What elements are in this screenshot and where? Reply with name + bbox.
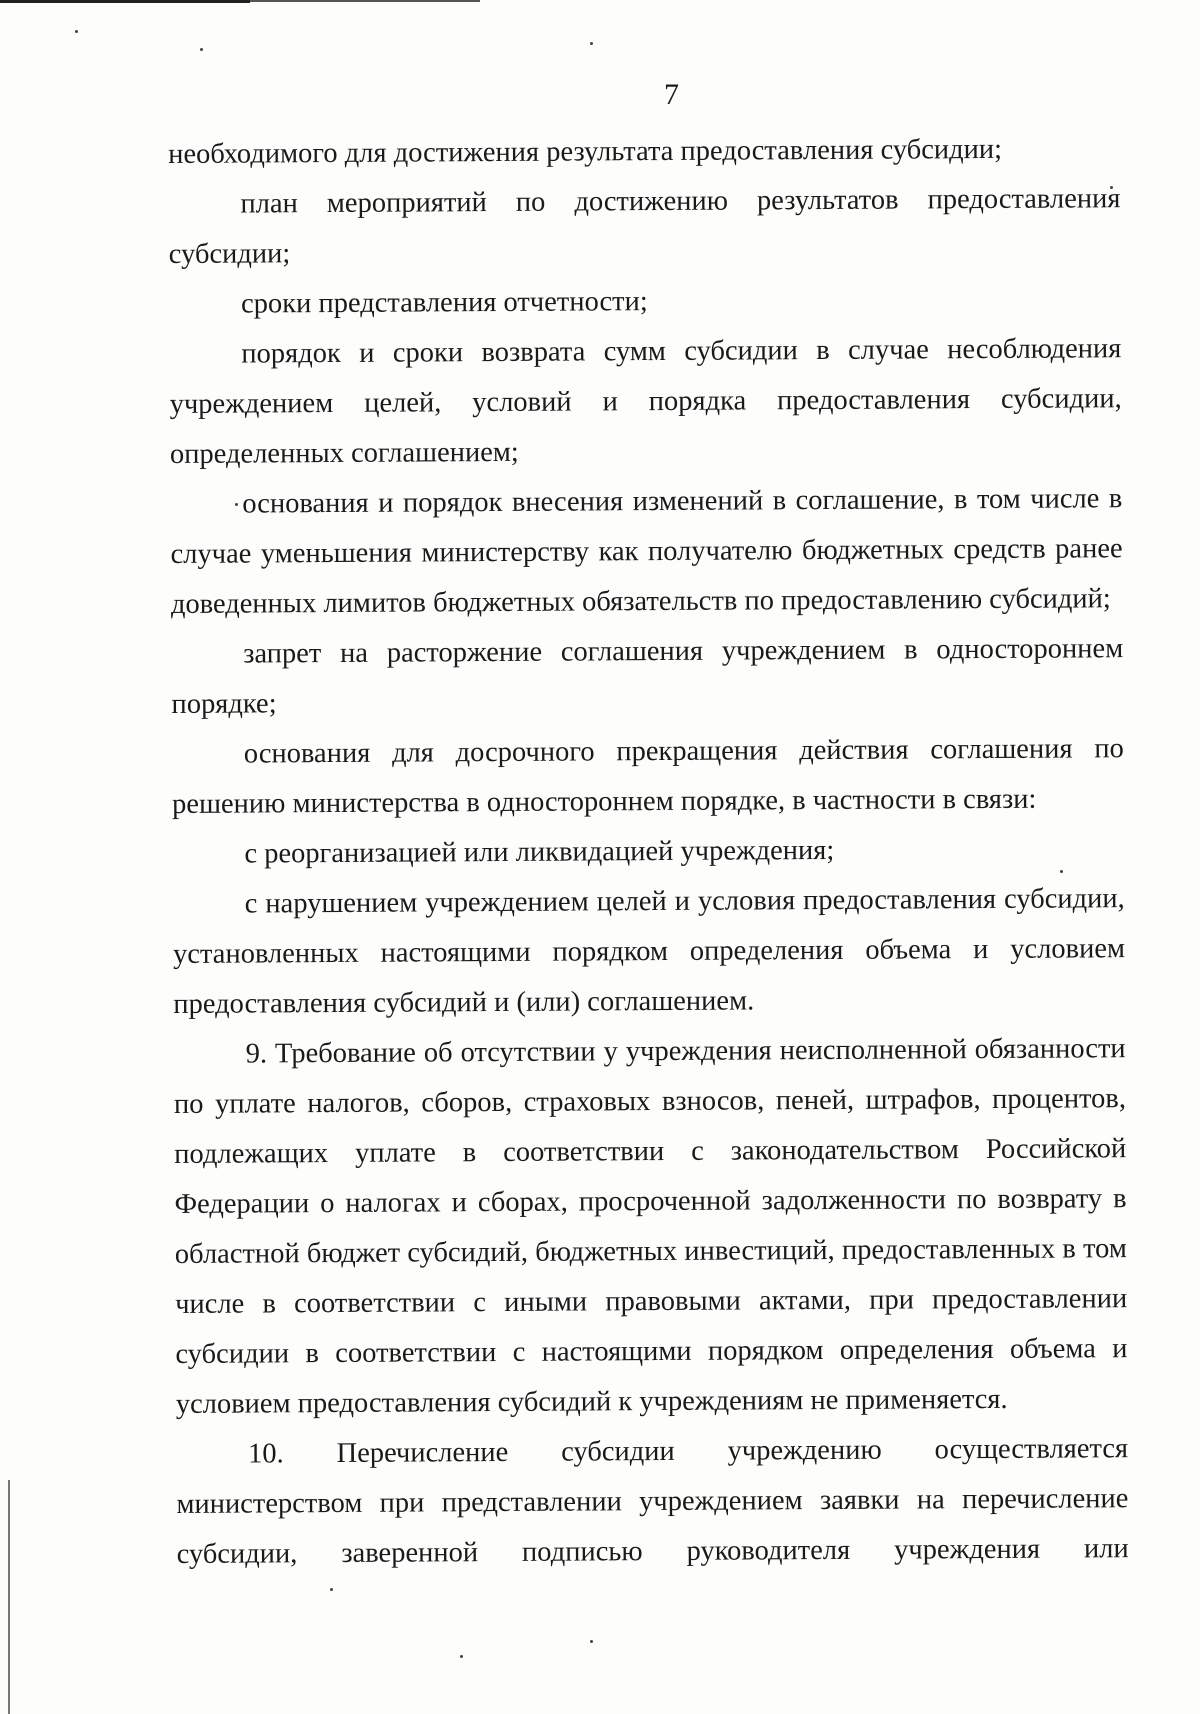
paragraph: сроки представления отчетности;	[240, 286, 648, 320]
page-number: 7	[664, 78, 679, 111]
scan-border-line	[250, 0, 480, 2]
paragraph: с нарушением учреждением целей и условия предоставления субсидии, установленных настоящими порядком определения объема и условием предоставления субсидий и (или) соглашением.	[172, 883, 1126, 1020]
scan-border-line	[0, 0, 250, 3]
scan-speck	[590, 1640, 593, 1643]
paragraph: необходимого для достижения результата предоставления субсидии;	[168, 133, 1003, 170]
scan-speck	[75, 30, 78, 33]
scan-speck	[330, 1588, 333, 1591]
paragraph: основания для досрочного прекращения действия соглашения по решению министерства в одностороннем порядке, в частности в связи:	[172, 733, 1124, 820]
paragraph: план мероприятий по достижению результатов предоставления субсидии;	[168, 183, 1121, 270]
scan-speck	[590, 42, 593, 45]
paragraph: с реорганизацией или ликвидацией учреждения;	[244, 834, 835, 870]
paragraph: основания и порядок внесения изменений в соглашение, в том числе в случае уменьшения министерству как получателю бюджетных средств ранее доведенных лимитов бюджетных обязательств по предоставлению субсидий;	[170, 483, 1123, 620]
document-body	[168, 124, 1129, 1580]
scan-speck	[200, 48, 203, 51]
paragraph: 9. Требование об отсутствии у учреждения неисполненной обязанности по уплате налогов, сборов, страховых взносов, пеней, штрафов, процентов, подлежащих уплате в соответствии с законодательством Российской Федерации о налогах и сборах, просроченной задолженности по возврату в областной бюджет субсидий, бюджетных инвестиций, предоставленных в том числе в соответствии с иными правовыми актами, при предоставлении субсидии в соответствии с настоящими порядком определения объема и условием предоставления субсидий к учреждениям не применяется.	[173, 1033, 1128, 1420]
scan-border-line	[8, 1480, 10, 1714]
paragraph: 10. Перечисление субсидии учреждению осуществляется министерством при представлении учреждением заявки на перечисление субсидии, заверенной подписью руководителя учреждения или	[176, 1433, 1129, 1570]
paragraph: порядок и сроки возврата сумм субсидии в случае несоблюдения учреждением целей, условий и порядка предоставления субсидии, определенных соглашением;	[169, 333, 1122, 470]
scan-speck	[460, 1655, 463, 1658]
paragraph: запрет на расторжение соглашения учреждением в одностороннем порядке;	[171, 633, 1124, 720]
